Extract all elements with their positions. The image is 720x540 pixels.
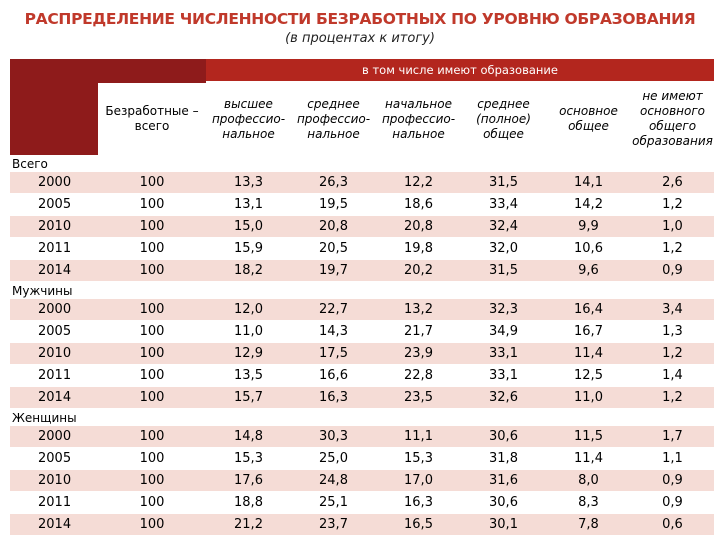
value-cell: 17,5 <box>291 343 376 365</box>
unemployment-education-table <box>10 59 714 536</box>
value-cell: 31,5 <box>461 260 546 282</box>
value-cell: 15,3 <box>376 448 461 470</box>
value-cell: 20,8 <box>291 216 376 238</box>
value-cell: 0,9 <box>631 470 714 492</box>
value-cell: 21,2 <box>206 514 291 536</box>
year-cell: 2000 <box>10 172 98 194</box>
value-cell: 11,5 <box>546 426 631 448</box>
value-cell: 14,8 <box>206 426 291 448</box>
value-cell: 32,6 <box>461 387 546 409</box>
header-col-secondary-vocational: среднее профессио-нальное <box>291 83 376 155</box>
value-cell: 14,1 <box>546 172 631 194</box>
value-cell: 20,5 <box>291 238 376 260</box>
value-cell: 100 <box>98 260 206 282</box>
value-cell: 31,5 <box>461 172 546 194</box>
value-cell: 13,5 <box>206 365 291 387</box>
value-cell: 100 <box>98 321 206 343</box>
value-cell: 32,0 <box>461 238 546 260</box>
value-cell: 1,3 <box>631 321 714 343</box>
year-cell: 2010 <box>10 216 98 238</box>
value-cell: 16,7 <box>546 321 631 343</box>
value-cell: 13,2 <box>376 299 461 321</box>
value-cell: 11,1 <box>376 426 461 448</box>
value-cell: 18,2 <box>206 260 291 282</box>
value-cell: 25,1 <box>291 492 376 514</box>
value-cell: 23,5 <box>376 387 461 409</box>
value-cell: 19,5 <box>291 194 376 216</box>
value-cell: 34,9 <box>461 321 546 343</box>
year-cell: 2014 <box>10 514 98 536</box>
header-group-label: в том числе имеют образование <box>206 59 714 83</box>
value-cell: 17,6 <box>206 470 291 492</box>
value-cell: 32,3 <box>461 299 546 321</box>
table-row <box>10 172 714 194</box>
value-cell: 100 <box>98 365 206 387</box>
value-cell: 1,7 <box>631 426 714 448</box>
table-row <box>10 343 714 365</box>
value-cell: 32,4 <box>461 216 546 238</box>
header-col-basic-general: основное общее <box>546 83 631 155</box>
value-cell: 1,2 <box>631 343 714 365</box>
value-cell: 11,4 <box>546 343 631 365</box>
value-cell: 100 <box>98 238 206 260</box>
year-cell: 2000 <box>10 426 98 448</box>
year-cell: 2011 <box>10 238 98 260</box>
header-col-primary-vocational: начальное профессио-нальное <box>376 83 461 155</box>
section-row <box>10 409 714 426</box>
value-cell: 22,8 <box>376 365 461 387</box>
value-cell: 25,0 <box>291 448 376 470</box>
value-cell: 100 <box>98 299 206 321</box>
value-cell: 100 <box>98 343 206 365</box>
value-cell: 100 <box>98 216 206 238</box>
value-cell: 12,2 <box>376 172 461 194</box>
value-cell: 0,6 <box>631 514 714 536</box>
header-corner-cell <box>10 59 98 155</box>
value-cell: 20,8 <box>376 216 461 238</box>
section-label: Всего <box>10 155 714 172</box>
value-cell: 1,2 <box>631 238 714 260</box>
value-cell: 1,4 <box>631 365 714 387</box>
value-cell: 100 <box>98 426 206 448</box>
value-cell: 0,9 <box>631 260 714 282</box>
value-cell: 26,3 <box>291 172 376 194</box>
year-cell: 2000 <box>10 299 98 321</box>
value-cell: 11,0 <box>206 321 291 343</box>
value-cell: 15,0 <box>206 216 291 238</box>
value-cell: 11,4 <box>546 448 631 470</box>
value-cell: 0,9 <box>631 492 714 514</box>
value-cell: 13,3 <box>206 172 291 194</box>
year-cell: 2005 <box>10 448 98 470</box>
header-col-higher: высшее профессио-нальное <box>206 83 291 155</box>
page-title: РАСПРЕДЕЛЕНИЕ ЧИСЛЕННОСТИ БЕЗРАБОТНЫХ ПО УРОВНЮ ОБРАЗОВАНИЯ <box>24 10 696 28</box>
value-cell: 100 <box>98 492 206 514</box>
table-row <box>10 448 714 470</box>
value-cell: 15,7 <box>206 387 291 409</box>
value-cell: 30,3 <box>291 426 376 448</box>
year-cell: 2010 <box>10 470 98 492</box>
year-cell: 2005 <box>10 194 98 216</box>
value-cell: 16,6 <box>291 365 376 387</box>
value-cell: 1,0 <box>631 216 714 238</box>
value-cell: 18,6 <box>376 194 461 216</box>
value-cell: 100 <box>98 514 206 536</box>
value-cell: 22,7 <box>291 299 376 321</box>
section-row <box>10 282 714 299</box>
value-cell: 11,0 <box>546 387 631 409</box>
value-cell: 18,8 <box>206 492 291 514</box>
value-cell: 12,5 <box>546 365 631 387</box>
table-row <box>10 387 714 409</box>
value-cell: 12,0 <box>206 299 291 321</box>
value-cell: 9,9 <box>546 216 631 238</box>
header-col-secondary-general: среднее (полное) общее <box>461 83 546 155</box>
value-cell: 33,1 <box>461 343 546 365</box>
value-cell: 20,2 <box>376 260 461 282</box>
table-row <box>10 492 714 514</box>
table-row <box>10 514 714 536</box>
table-row <box>10 238 714 260</box>
value-cell: 14,2 <box>546 194 631 216</box>
value-cell: 17,0 <box>376 470 461 492</box>
value-cell: 13,1 <box>206 194 291 216</box>
value-cell: 7,8 <box>546 514 631 536</box>
table-row <box>10 194 714 216</box>
table-row <box>10 299 714 321</box>
value-cell: 100 <box>98 387 206 409</box>
value-cell: 16,3 <box>376 492 461 514</box>
table-row <box>10 365 714 387</box>
value-cell: 14,3 <box>291 321 376 343</box>
value-cell: 21,7 <box>376 321 461 343</box>
section-label: Женщины <box>10 409 714 426</box>
value-cell: 31,8 <box>461 448 546 470</box>
value-cell: 1,1 <box>631 448 714 470</box>
table-row <box>10 216 714 238</box>
table-row <box>10 426 714 448</box>
header-col-no-basic: не имеют основного общего образования <box>631 83 714 155</box>
table-row <box>10 470 714 492</box>
table-row <box>10 260 714 282</box>
table-row <box>10 321 714 343</box>
value-cell: 2,6 <box>631 172 714 194</box>
value-cell: 16,3 <box>291 387 376 409</box>
value-cell: 100 <box>98 448 206 470</box>
value-cell: 8,3 <box>546 492 631 514</box>
value-cell: 16,5 <box>376 514 461 536</box>
value-cell: 10,6 <box>546 238 631 260</box>
year-cell: 2014 <box>10 260 98 282</box>
value-cell: 30,6 <box>461 492 546 514</box>
section-row <box>10 155 714 172</box>
value-cell: 23,9 <box>376 343 461 365</box>
value-cell: 19,7 <box>291 260 376 282</box>
value-cell: 30,6 <box>461 426 546 448</box>
page-subtitle: (в процентах к итогу) <box>285 31 435 46</box>
value-cell: 33,1 <box>461 365 546 387</box>
header-total-label: Безработные – всего <box>98 83 206 155</box>
year-cell: 2011 <box>10 365 98 387</box>
value-cell: 12,9 <box>206 343 291 365</box>
value-cell: 30,1 <box>461 514 546 536</box>
value-cell: 23,7 <box>291 514 376 536</box>
value-cell: 15,9 <box>206 238 291 260</box>
table-body <box>10 155 714 536</box>
header-total-top-cell <box>98 59 206 83</box>
value-cell: 15,3 <box>206 448 291 470</box>
value-cell: 24,8 <box>291 470 376 492</box>
section-label: Мужчины <box>10 282 714 299</box>
value-cell: 1,2 <box>631 387 714 409</box>
value-cell: 100 <box>98 172 206 194</box>
year-cell: 2010 <box>10 343 98 365</box>
value-cell: 9,6 <box>546 260 631 282</box>
year-cell: 2011 <box>10 492 98 514</box>
year-cell: 2014 <box>10 387 98 409</box>
year-cell: 2005 <box>10 321 98 343</box>
value-cell: 16,4 <box>546 299 631 321</box>
value-cell: 1,2 <box>631 194 714 216</box>
value-cell: 19,8 <box>376 238 461 260</box>
value-cell: 100 <box>98 470 206 492</box>
value-cell: 8,0 <box>546 470 631 492</box>
value-cell: 33,4 <box>461 194 546 216</box>
value-cell: 100 <box>98 194 206 216</box>
value-cell: 3,4 <box>631 299 714 321</box>
value-cell: 31,6 <box>461 470 546 492</box>
